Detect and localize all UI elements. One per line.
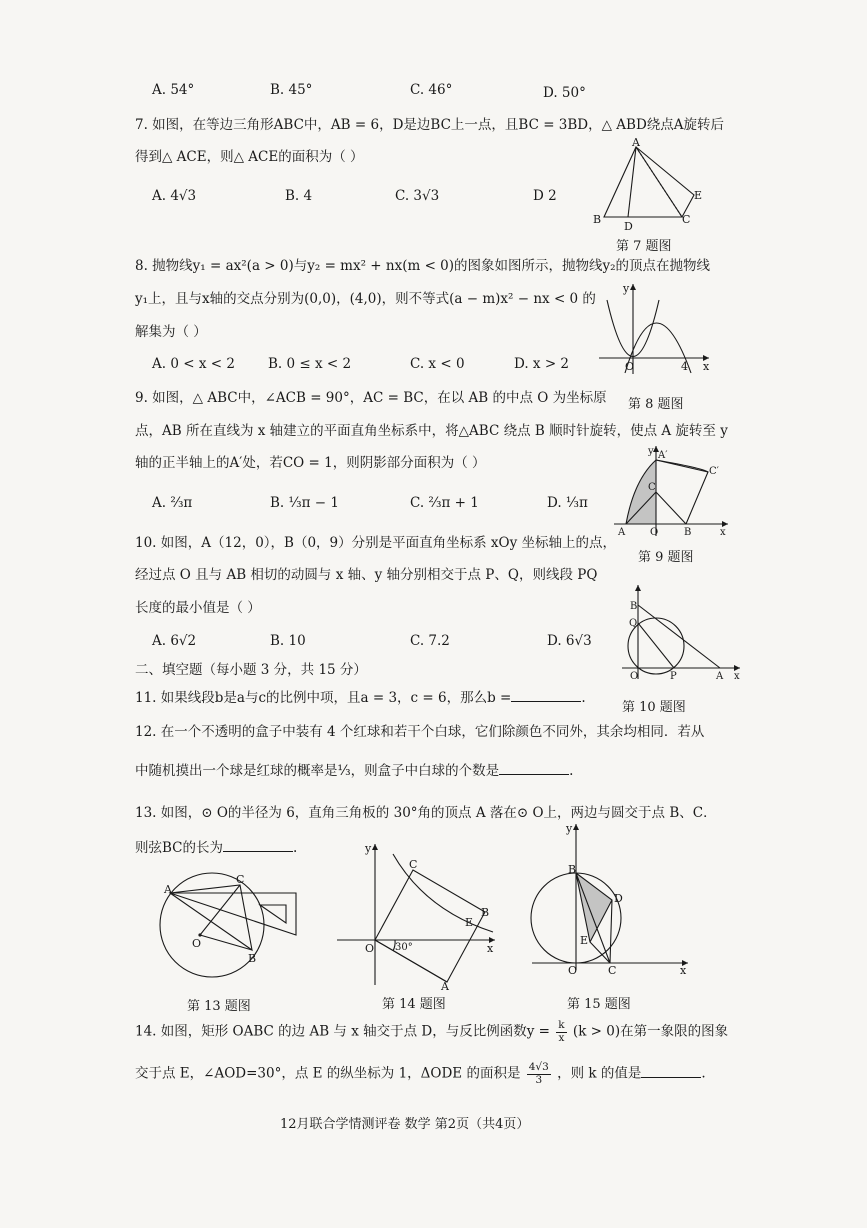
q9-label-y: y bbox=[648, 446, 654, 457]
q7-choice-a: A. 4√3 bbox=[152, 188, 197, 204]
q14-label-angle: 30° bbox=[395, 942, 413, 953]
q14-line1 bbox=[135, 1020, 728, 1044]
q10-caption: 第 10 题图 bbox=[622, 700, 686, 715]
q10-label-q: Q bbox=[629, 618, 638, 629]
q15-label-o: O bbox=[568, 964, 578, 977]
q13-line2-wrap bbox=[135, 840, 297, 856]
q8-label-4: 4 bbox=[681, 360, 688, 373]
q14-stem-a: 14. 如图，矩形 OABC 的边 AB 与 x 轴交于点 D，与反比例函数y = bbox=[135, 1023, 550, 1040]
q9-label-c: C bbox=[648, 482, 656, 493]
q6-choice-c: C. 46° bbox=[410, 82, 453, 98]
q10-line1: 10. 如图，A（12，0），B（0，9）分别是平面直角坐标系 xOy 坐标轴上的点， bbox=[135, 535, 617, 551]
q14-label-c: C bbox=[409, 858, 418, 871]
q7-choice-d: D 2 bbox=[533, 188, 557, 204]
q11-answer-blank[interactable] bbox=[511, 701, 581, 702]
q14-label-y: y bbox=[365, 842, 372, 855]
q8-line1: 8. 抛物线y₁ = ax²(a > 0)与y₂ = mx² + nx(m < 0)的图象如图所示，抛物线y₂的顶点在抛物线 bbox=[135, 258, 711, 274]
q9-choice-b: B. ⅓π − 1 bbox=[270, 495, 339, 511]
q6-choice-d: D. 50° bbox=[543, 85, 586, 101]
q14-label-x: x bbox=[487, 942, 494, 955]
q8-line2: y₁上，且与x轴的交点分别为(0,0)，(4,0)，则不等式(a − m)x² − nx < 0 的 bbox=[135, 291, 596, 307]
q15-label-e: E bbox=[580, 934, 589, 947]
q9-caption: 第 9 题图 bbox=[638, 550, 694, 565]
q10-label-b: B bbox=[630, 601, 638, 612]
q10-choice-b: B. 10 bbox=[270, 633, 306, 649]
q15-label-b: B bbox=[568, 863, 577, 876]
q6-choice-a: A. 54° bbox=[152, 82, 195, 98]
q13-end: . bbox=[293, 840, 298, 856]
q8-label-x: x bbox=[703, 360, 710, 373]
q9-label-a: A bbox=[618, 527, 626, 538]
q13-caption: 第 13 题图 bbox=[187, 999, 251, 1014]
q14-label-b: B bbox=[481, 906, 490, 919]
q13-label-a: A bbox=[164, 883, 172, 896]
q10-choice-c: C. 7.2 bbox=[410, 633, 450, 649]
q14-end: . bbox=[701, 1065, 706, 1082]
q14-caption: 第 14 题图 bbox=[382, 997, 446, 1012]
q15-label-d: D bbox=[614, 892, 623, 905]
q7-label-c: C bbox=[682, 213, 691, 226]
q14-stem-d: ，则 k 的值是 bbox=[557, 1065, 642, 1082]
q12-line2: 中随机摸出一个球是红球的概率是⅓，则盒子中白球的个数是 bbox=[135, 763, 500, 779]
q9-choice-a: A. ⅔π bbox=[152, 495, 193, 511]
q13-figure bbox=[160, 865, 310, 990]
q9-line2: 点，AB 所在直线为 x 轴建立的平面直角坐标系中，将△ABC 绕点 B 顺时针旋转，使点 A 旋转至 y bbox=[135, 423, 728, 439]
q14-label-a: A bbox=[441, 980, 449, 993]
q14-fraction bbox=[556, 1020, 566, 1044]
q8-choice-b: B. 0 ≤ x < 2 bbox=[268, 356, 352, 372]
q7-line2: 得到△ ACE，则△ ACE的面积为（ ） bbox=[135, 149, 364, 165]
q9-figure bbox=[612, 440, 732, 540]
q13-label-o: O bbox=[192, 937, 202, 950]
q12-line1: 12. 在一个不透明的盒子中装有 4 个红球和若干个白球，它们除颜色不同外，其余均相同．若从 bbox=[135, 724, 705, 740]
q14-answer-blank[interactable] bbox=[641, 1077, 701, 1078]
q13-line2: 则弦BC的长为 bbox=[135, 840, 224, 856]
q10-label-p: P bbox=[670, 671, 677, 682]
q14-area-den: 3 bbox=[535, 1073, 543, 1086]
q13-label-c: C bbox=[236, 873, 245, 886]
q7-label-d: D bbox=[624, 220, 633, 233]
q8-choice-c: C. x < 0 bbox=[410, 356, 465, 372]
q8-label-y: y bbox=[623, 282, 630, 295]
q12-answer-blank[interactable] bbox=[499, 774, 569, 775]
q8-line3: 解集为（ ） bbox=[135, 324, 207, 340]
q14-label-o: O bbox=[365, 942, 375, 955]
q15-label-c: C bbox=[608, 964, 617, 977]
q13-line1: 13. 如图，⊙ O的半径为 6，直角三角板的 30°角的顶点 A 落在⊙ O上，两边与圆交于点 B、C． bbox=[135, 805, 717, 821]
q12-end: . bbox=[569, 763, 574, 779]
q13-answer-blank[interactable] bbox=[223, 851, 293, 852]
q8-label-o: O bbox=[625, 360, 635, 373]
q10-label-o: O bbox=[630, 671, 639, 682]
q14-area-num: 4√3 bbox=[528, 1061, 549, 1073]
q14-stem-c: 交于点 E，∠AOD=30°，点 E 的纵坐标为 1，ΔODE 的面积是 bbox=[135, 1065, 521, 1082]
q7-label-a: A bbox=[632, 136, 640, 149]
q6-choice-b: B. 45° bbox=[270, 82, 313, 98]
q14-area-fraction bbox=[527, 1062, 551, 1086]
q9-label-o: O bbox=[650, 527, 659, 538]
q8-choice-a: A. 0 < x < 2 bbox=[152, 356, 235, 372]
q11-stem: 11. 如果线段b是a与c的比例中项，且a = 3，c = 6，那么b = bbox=[135, 690, 512, 706]
q11-text bbox=[135, 690, 586, 706]
q9-choice-c: C. ⅔π + 1 bbox=[410, 495, 479, 511]
q8-caption: 第 8 题图 bbox=[628, 397, 684, 412]
q9-label-a1: A′ bbox=[658, 450, 668, 461]
q9-line1: 9. 如图，△ ABC中，∠ACB = 90°，AC = BC，在以 AB 的中点 O 为坐标原 bbox=[135, 390, 607, 406]
q11-end: . bbox=[581, 690, 586, 706]
q10-line3: 长度的最小值是（ ） bbox=[135, 600, 261, 616]
q14-stem-b: (k > 0)在第一象限的图象 bbox=[572, 1023, 729, 1040]
page-footer: 12月联合学情测评卷 数学 第2页（共4页） bbox=[280, 1117, 530, 1132]
q9-label-c1: C′ bbox=[709, 466, 719, 477]
q8-figure bbox=[595, 278, 715, 378]
q10-choice-a: A. 6√2 bbox=[152, 633, 197, 649]
q9-choice-d: D. ⅓π bbox=[547, 495, 588, 511]
q7-choice-c: C. 3√3 bbox=[395, 188, 440, 204]
q10-figure bbox=[620, 583, 745, 683]
q13-label-b: B bbox=[248, 952, 257, 965]
q14-line2 bbox=[135, 1062, 706, 1086]
q15-label-x: x bbox=[680, 964, 687, 977]
q15-label-y: y bbox=[566, 822, 573, 835]
q10-choice-d: D. 6√3 bbox=[547, 633, 592, 649]
q7-figure bbox=[590, 135, 710, 235]
q14-label-e: E bbox=[465, 916, 474, 929]
q7-choice-b: B. 4 bbox=[285, 188, 313, 204]
q7-line1: 7. 如图，在等边三角形ABC中，AB = 6，D是边BC上一点，且BC = 3BD，△ ABD绕点A旋转后 bbox=[135, 117, 725, 133]
q14-frac-den: x bbox=[558, 1031, 565, 1044]
q10-label-x: x bbox=[734, 671, 740, 682]
q9-line3: 轴的正半轴上的A′处，若CO = 1，则阴影部分面积为（ ） bbox=[135, 455, 486, 471]
q7-caption: 第 7 题图 bbox=[616, 239, 672, 254]
q14-frac-num: k bbox=[558, 1019, 565, 1031]
q8-choice-d: D. x > 2 bbox=[514, 356, 570, 372]
q9-label-x: x bbox=[720, 527, 726, 538]
q12-line2-wrap bbox=[135, 763, 573, 779]
q7-label-e: E bbox=[694, 189, 703, 202]
q15-figure bbox=[530, 820, 695, 977]
q7-label-b: B bbox=[593, 213, 602, 226]
q10-label-a: A bbox=[716, 671, 724, 682]
q10-line2: 经过点 O 且与 AB 相切的动圆与 x 轴、y 轴分别相交于点 P、Q，则线段 PQ bbox=[135, 567, 598, 583]
q15-caption: 第 15 题图 bbox=[567, 997, 631, 1012]
section-2-heading: 二、填空题（每小题 3 分，共 15 分） bbox=[135, 662, 367, 678]
q14-figure bbox=[335, 840, 500, 993]
q9-label-b: B bbox=[684, 527, 692, 538]
